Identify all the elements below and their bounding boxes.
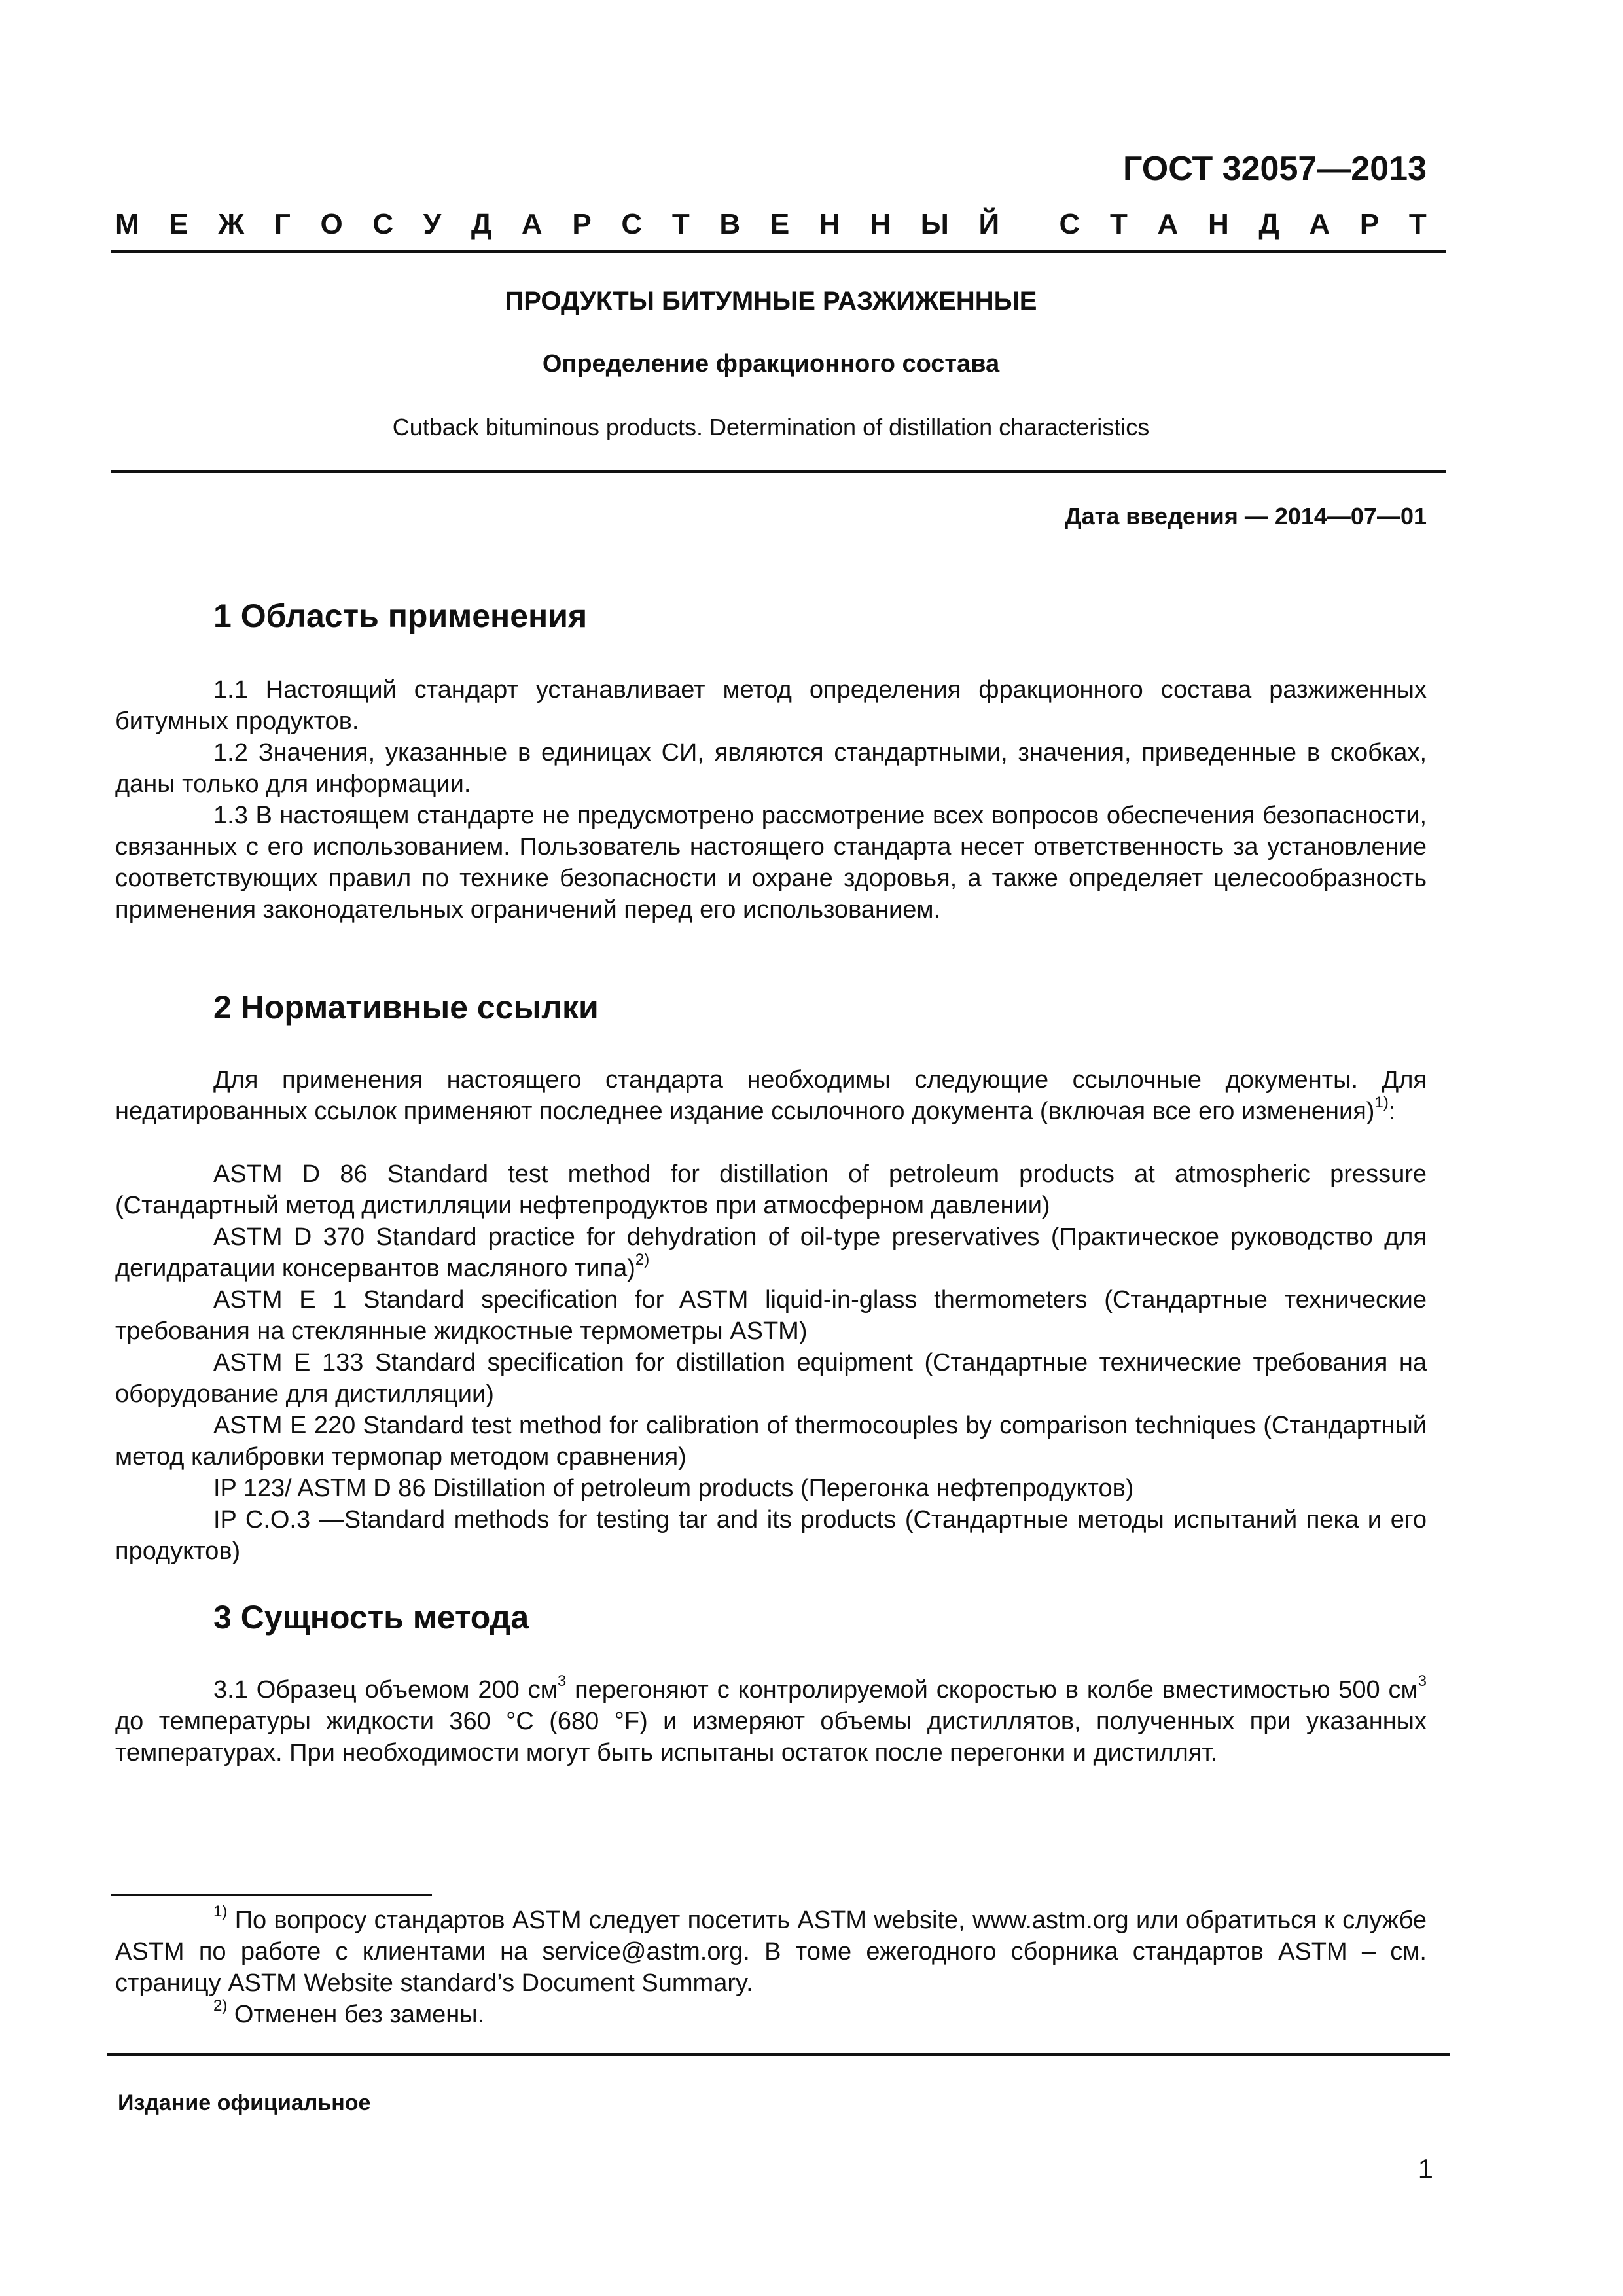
banner-letter: Р — [1359, 208, 1380, 240]
footnote-2 — [115, 1999, 1427, 2030]
normative-intro-text: Для применения настоящего стандарта необходимы следующие ссылочные документы. Для недатированных ссылок применяют последнее издание ссылочного документа (включая все его изменения) — [115, 1066, 1427, 1125]
footnote-1 — [115, 1905, 1427, 1999]
footnote-text: Отменен без замены. — [227, 2001, 485, 2028]
footnote-ref-2: 2) — [635, 1251, 650, 1269]
banner-letter: Й — [978, 208, 1000, 240]
banner-letter: А — [1309, 208, 1330, 240]
footer-rule — [107, 2053, 1450, 2056]
reference-item: ASTM E 220 Standard test method for calibration of thermocouples by comparison techniques (Стандартный метод калибровки термопар методом сравнения) — [115, 1412, 1427, 1471]
paragraph-3-1-part: перегоняют с контролируемой скоростью в колбе вместимостью 500 см — [566, 1676, 1418, 1704]
banner-letter: С — [1059, 208, 1080, 240]
reference-item: ASTM D 86 Standard test method for distillation of petroleum products at atmospheric pressure (Стандартный метод дистилляции нефтепродуктов при атмосферном давлении) — [115, 1160, 1427, 1219]
banner-letter: А — [1157, 208, 1179, 240]
banner-letter: Н — [819, 208, 840, 240]
paragraph-1-1: 1.1 Настоящий стандарт устанавливает метод определения фракционного состава разжиженных битумных продуктов. — [115, 676, 1427, 735]
footnote-mark: 2) — [213, 1997, 228, 2015]
page-number: 1 — [1418, 2153, 1433, 2184]
reference-item — [115, 1221, 1427, 1284]
banner-letter: Н — [870, 208, 891, 240]
paragraph-1-3: 1.3 В настоящем стандарте не предусмотрено рассмотрение всех вопросов обеспечения безопасности, связанных с его использованием. Пользователь настоящего стандарта несет ответственность за установление соответствующих правил по технике безопасности и охране здоровья, а также определяет целесообразность применения законодательных ограничений перед его использованием. — [115, 802, 1427, 924]
reference-item: IP C.O.3 —Standard methods for testing tar and its products (Стандартные методы испытаний пека и его продуктов) — [115, 1506, 1427, 1565]
reference-item: ASTM E 133 Standard specification for distillation equipment (Стандартные технические требования на оборудование для дистилляции) — [115, 1349, 1427, 1408]
paragraph-3-1-part: до температуры жидкости 360 °С (680 °F) и измеряют объемы дистиллятов, полученных при указанных температурах. При необходимости могут быть испытаны остаток после перегонки и дистиллят. — [115, 1708, 1427, 1767]
reference-item: ASTM E 1 Standard specification for ASTM liquid-in-glass thermometers (Стандартные технические требования на стеклянные жидкостные термометры ASTM) — [115, 1286, 1427, 1345]
document-subtitle: Определение фракционного состава — [542, 350, 1000, 378]
banner-letter: У — [423, 208, 442, 240]
section-heading: 2 Нормативные ссылки — [213, 989, 599, 1026]
banner-letter: Н — [1207, 208, 1229, 240]
banner-letter: Ж — [218, 208, 245, 240]
banner-letter: Т — [1408, 208, 1427, 240]
banner-letter: Е — [770, 208, 790, 240]
banner-letter: Д — [1258, 208, 1279, 240]
banner-letter: М — [115, 208, 139, 240]
banner-letter: А — [521, 208, 543, 240]
banner-letter: С — [621, 208, 643, 240]
banner-letter: Т — [1109, 208, 1128, 240]
normative-intro-colon: : — [1388, 1098, 1396, 1125]
banner-letter: О — [320, 208, 343, 240]
banner-letter: Г — [274, 208, 291, 240]
superscript: 3 — [557, 1672, 567, 1691]
reference-item-text: ASTM D 370 Standard practice for dehydration of oil-type preservatives (Практическое руководство для дегидратации консервантов масляного типа) — [115, 1223, 1427, 1282]
footnote-separator — [111, 1894, 432, 1896]
paragraph-3-1 — [115, 1674, 1427, 1768]
footnote-text: По вопросу стандартов ASTM следует посетить ASTM website, www.astm.org или обратиться к службе ASTM по работе с клиентами на service@astm.org. В томе ежегодного сборника стандартов ASTM – см. страницу ASTM Website standard’s Document Summary. — [115, 1907, 1427, 1997]
banner-letter: Т — [671, 208, 690, 240]
banner-letter: Р — [572, 208, 592, 240]
gost-number: ГОСТ 32057—2013 — [1123, 150, 1427, 188]
banner-letter: Д — [471, 208, 492, 240]
section-heading: 1 Область применения — [213, 598, 588, 634]
banner-letter: Ы — [920, 208, 949, 240]
interstate-standard-banner — [115, 208, 1427, 241]
title-rule — [111, 470, 1446, 473]
english-title: Cutback bituminous products. Determination of distillation characteristics — [392, 414, 1150, 440]
superscript: 3 — [1418, 1672, 1427, 1691]
official-edition-label: Издание официальное — [118, 2090, 371, 2115]
document-title: ПРОДУКТЫ БИТУМНЫЕ РАЗЖИЖЕННЫЕ — [505, 287, 1037, 315]
paragraph-1-2: 1.2 Значения, указанные в единицах СИ, являются стандартными, значения, приведенные в скобках, даны только для информации. — [115, 739, 1427, 798]
normative-intro — [115, 1064, 1427, 1127]
banner-letter: С — [372, 208, 394, 240]
banner-letter: Е — [169, 208, 188, 240]
banner-letter: В — [719, 208, 741, 240]
paragraph-3-1-part: 3.1 Образец объемом 200 см — [213, 1676, 558, 1704]
introduction-date: Дата введения — 2014—07—01 — [1064, 503, 1427, 529]
header-rule — [111, 250, 1446, 253]
section-heading: 3 Сущность метода — [213, 1599, 529, 1636]
footnote-ref-1: 1) — [1374, 1094, 1389, 1112]
reference-item: IP 123/ ASTM D 86 Distillation of petroleum products (Перегонка нефтепродуктов) — [213, 1475, 1134, 1502]
footnote-mark: 1) — [213, 1903, 228, 1921]
